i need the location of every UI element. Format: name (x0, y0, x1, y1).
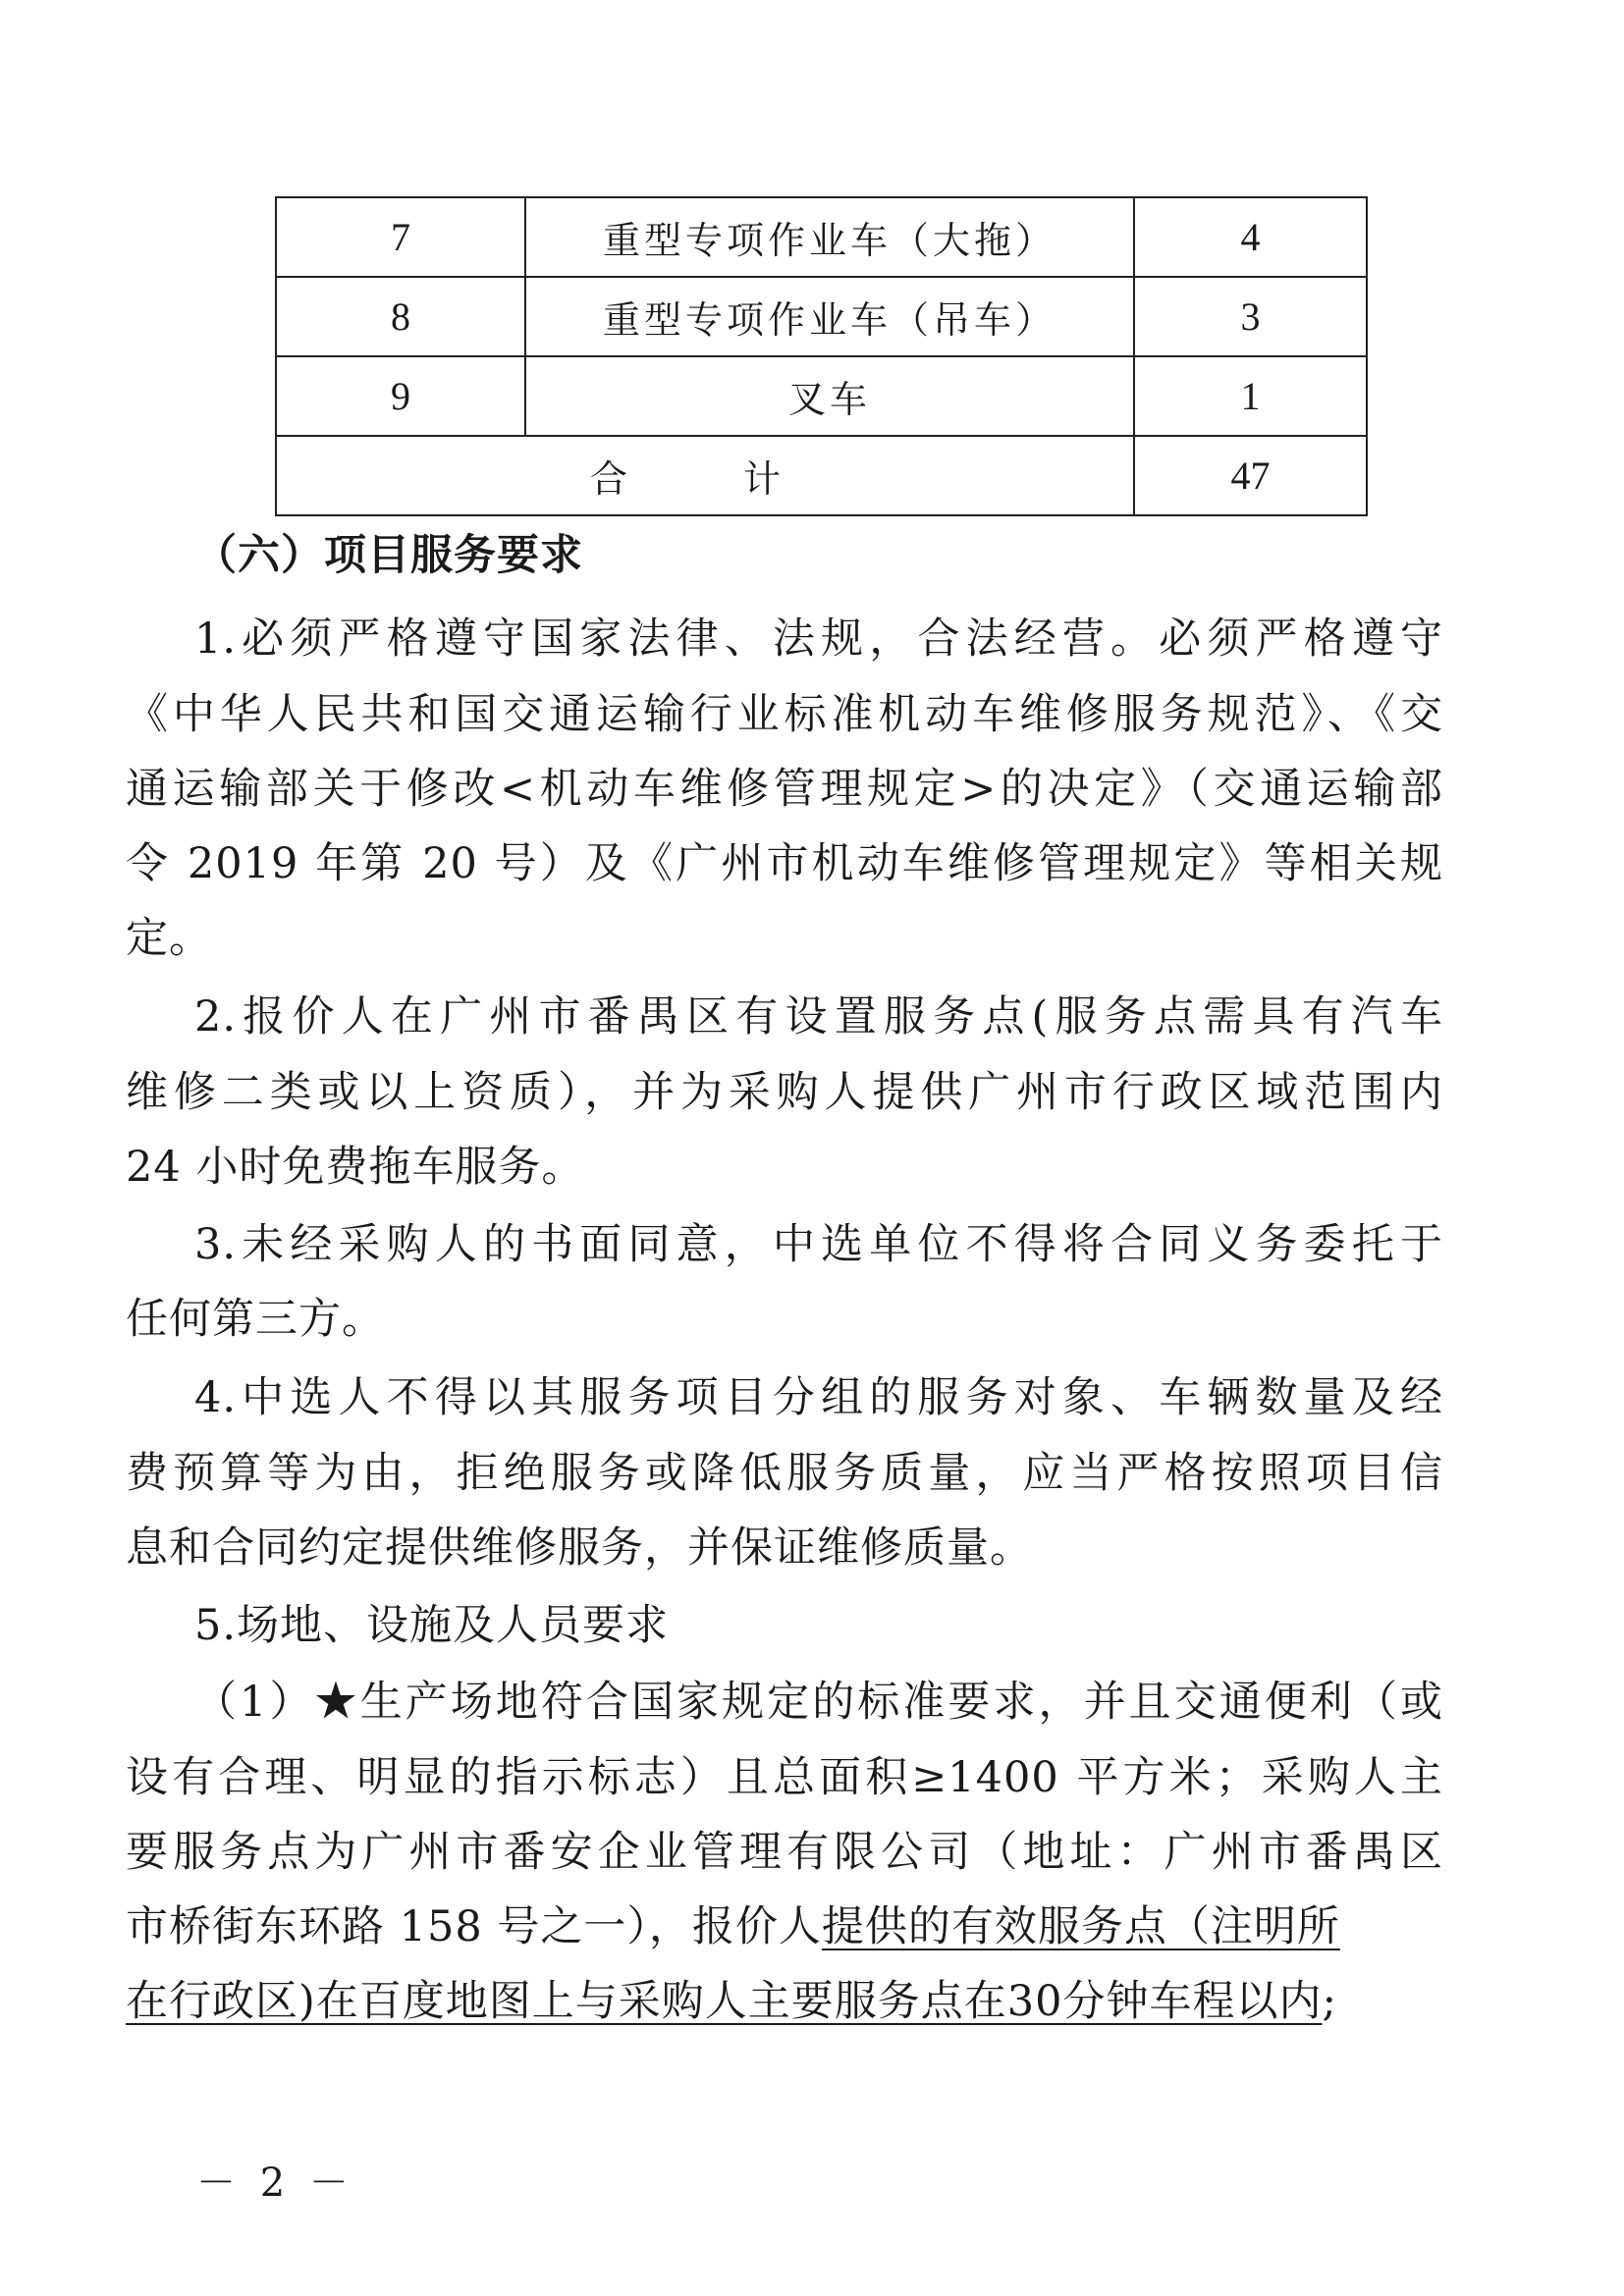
paragraph-6-line-2: 设有合理、明显的指示标志）且总面积≥1400 平方米；采购人主 (126, 1753, 1443, 1802)
paragraph-4-line-3: 息和合同约定提供维修服务，并保证维修质量。 (126, 1523, 1033, 1573)
table-row (276, 277, 1367, 356)
total-value: 47 (1134, 436, 1367, 515)
paragraph-6-line-1: （1）★生产场地符合国家规定的标准要求，并且交通便利（或 (194, 1678, 1443, 1727)
underlined-text: 在行政区)在百度地图上与采购人主要服务点在30分钟车程以内 (126, 1977, 1323, 2026)
section-heading: （六）项目服务要求 (194, 531, 583, 580)
paragraph-1-line-1: 1.必须严格遵守国家法律、法规，合法经营。必须严格遵守 (194, 614, 1443, 664)
paragraph-4-line-1: 4.中选人不得以其服务项目分组的服务对象、车辆数量及经 (194, 1373, 1443, 1422)
table-row (276, 356, 1367, 436)
paragraph-2-line-3: 24 小时免费拖车服务。 (126, 1143, 585, 1192)
page-number: － 2 － (196, 2161, 354, 2206)
vehicle-type: 重型专项作业车（吊车） (525, 277, 1134, 356)
paragraph-6-line-3: 要服务点为广州市番安企业管理有限公司（地址：广州市番禺区 (126, 1828, 1443, 1877)
paragraph-1-line-4: 令 2019 年第 20 号）及《广州市机动车维修管理规定》等相关规 (126, 839, 1443, 888)
paragraph-2-line-1: 2.报价人在广州市番禺区有设置服务点(服务点需具有汽车 (194, 992, 1443, 1041)
paragraph-4-line-2: 费预算等为由，拒绝服务或降低服务质量，应当严格按照项目信 (126, 1449, 1443, 1498)
paragraph-1-line-3: 通运输部关于修改<机动车维修管理规定>的决定》（交通运输部 (126, 765, 1443, 814)
vehicle-count: 3 (1134, 277, 1367, 356)
vehicle-count: 1 (1134, 356, 1367, 436)
vehicle-table (275, 196, 1368, 516)
table-total-row (276, 436, 1367, 515)
vehicle-type: 重型专项作业车（大拖） (525, 197, 1134, 277)
paragraph-5-heading: 5.场地、设施及人员要求 (194, 1601, 670, 1650)
paragraph-6-line-4 (126, 1902, 1443, 1951)
row-number: 7 (276, 197, 525, 277)
total-label: 合 计 (276, 436, 1134, 515)
vehicle-type: 叉车 (525, 356, 1134, 436)
paragraph-3-line-2: 任何第三方。 (126, 1295, 385, 1344)
table-row (276, 197, 1367, 277)
paragraph-6-line-4-text: 市桥街东环路 158 号之一），报价人 (126, 1902, 822, 1951)
paragraph-1-line-2: 《中华人民共和国交通运输行业标准机动车维修服务规范》、《交 (126, 690, 1443, 739)
vehicle-count: 4 (1134, 197, 1367, 277)
row-number: 8 (276, 277, 525, 356)
paragraph-6-line-5 (126, 1977, 1337, 2026)
paragraph-3-line-1: 3.未经采购人的书面同意，中选单位不得将合同义务委托于 (194, 1220, 1443, 1269)
underlined-text: 提供的有效服务点（注明所 (821, 1902, 1340, 1951)
paragraph-1-line-5: 定。 (126, 914, 212, 963)
line-end-punct: ; (1322, 1977, 1337, 2026)
row-number: 9 (276, 356, 525, 436)
paragraph-2-line-2: 维修二类或以上资质），并为采购人提供广州市行政区域范围内 (126, 1068, 1443, 1117)
